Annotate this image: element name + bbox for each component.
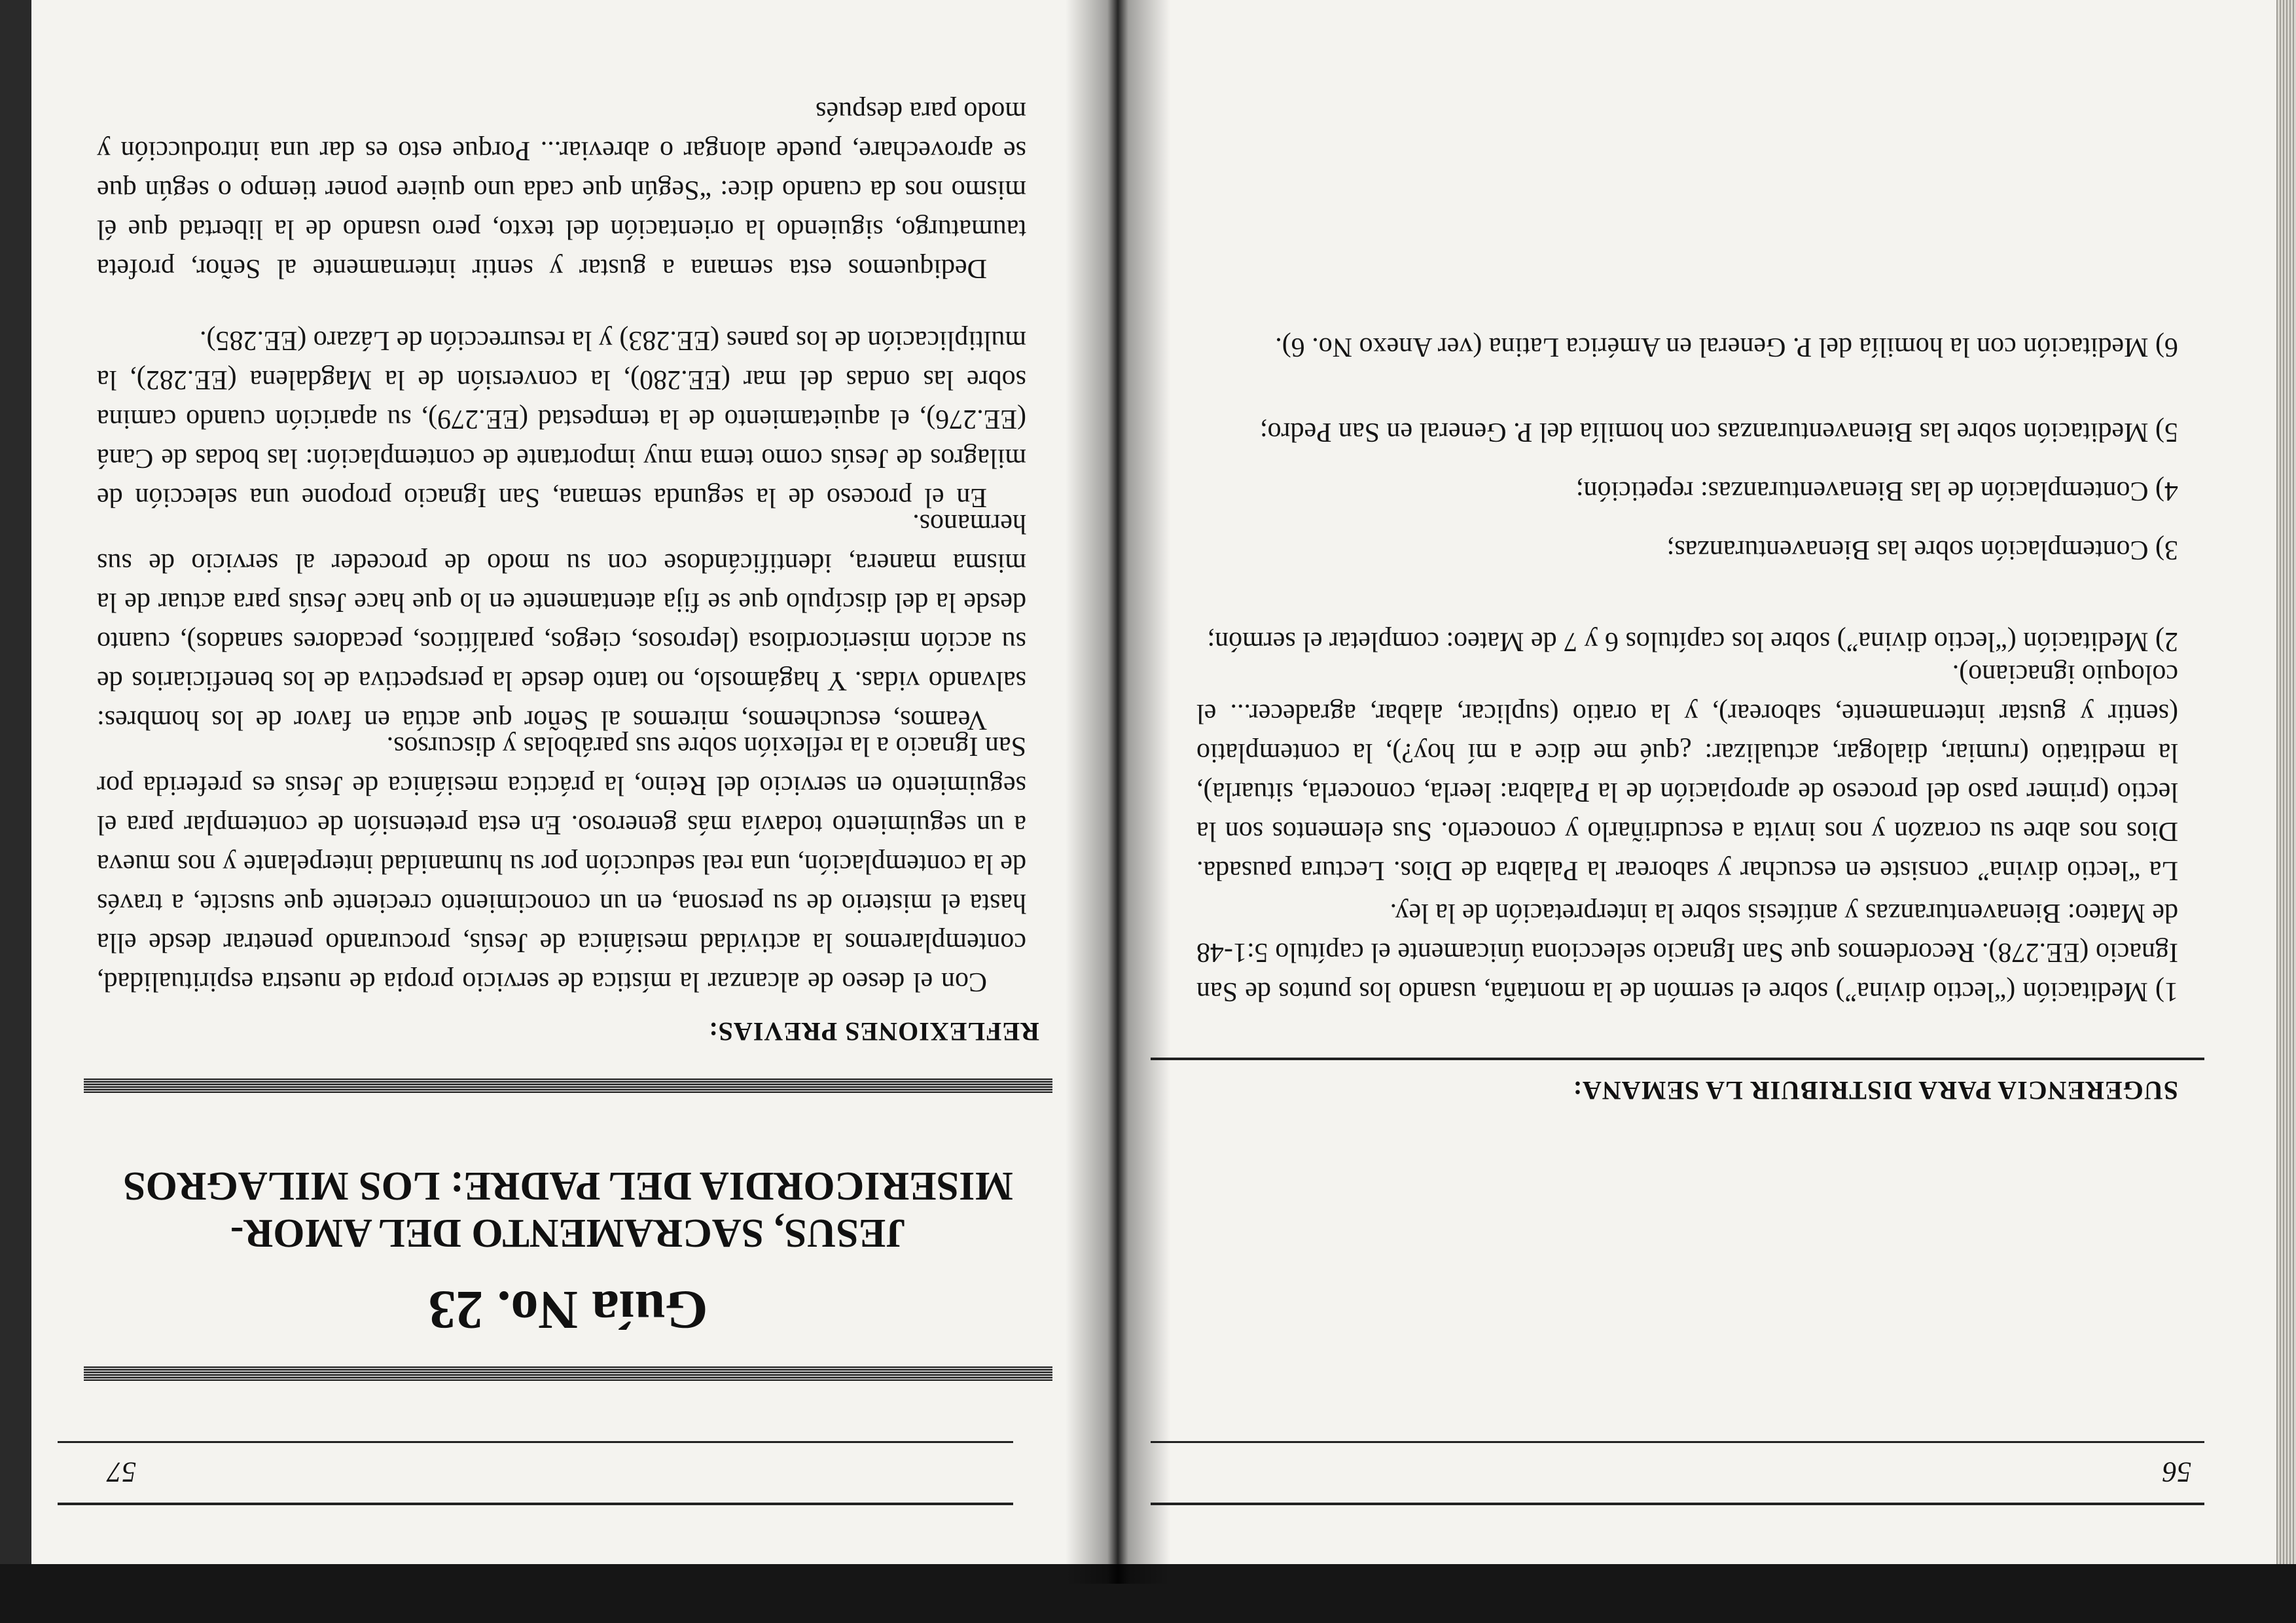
list-item-2: 2) Meditación (“lectio divina”) sobre los capítulos 6 y 7 de Mateo: completar el sermón; (1207, 626, 2178, 656)
page-number: 57 (107, 1456, 136, 1488)
top-rule (1151, 1503, 2204, 1505)
heading-rule (1151, 1058, 2204, 1060)
title-band-top (84, 1366, 1052, 1381)
paragraph-3: En el proceso de la segunda semana, San Ignacio propone una selección de milagros de Jesús como tema muy importante de contemplación: las bodas de Caná (EE.276), el aquietamiento de la tempestad (EE.279), su aparición cuando camina sobre las ondas del mar (EE.280), la conversión de la Magdalena (EE.282), la multiplicación de los panes (EE.283) y la resurrección de Lázaro (EE.285). (97, 325, 1026, 512)
list-item-4: 4) Contemplación de las Bienaventuranzas: repetición; (1575, 476, 2178, 506)
page-stack-edge (2276, 0, 2296, 1564)
paragraph-2: Veamos, escuchemos, miremos al Señor que actúa en favor de los hombres: salvando vidas. Y hagámoslo, no tanto desde la perspectiva de los beneficiarios de su acción misericordiosa (leprosos, ciegos, paralíticos, pecadores sanados), cuanto desde la del discípulo que se fija atentamente en lo que hace Jesús para actuar de la misma manera, identificándose con su modo de proceder al servicio de sus hermanos. (97, 508, 1026, 735)
book-gutter (1066, 0, 1170, 1584)
guide-title: Guía No. 23 (428, 1279, 708, 1340)
header-rule (1151, 1441, 2204, 1443)
title-band-bottom (84, 1079, 1052, 1093)
top-rule (58, 1503, 1013, 1505)
list-item-1: 1) Meditación (“lectio divina”) sobre el sermón de la montaña, usando los puntos de San Ignacio (EE.278). Recordemos que San Ignacio selecciona únicamente el capítulo 5:1-48 de Mateo: Bienaventuranzas y antítesis sobre la interpretación de la ley. (1196, 898, 2178, 1007)
page-57 (31, 0, 1118, 1564)
section-heading: SUGERENCIA PARA DISTRIBUIR LA SEMANA: (1572, 1076, 2178, 1105)
list-item-5: 5) Meditación sobre las Bienaventuranzas con homilía del P. General en San Pedro; (1259, 417, 2178, 447)
header-rule (58, 1441, 1013, 1443)
list-item-3: 3) Contemplación sobre las Bienaventuranzas; (1666, 535, 2178, 565)
list-item-6: 6) Meditación con la homilía del P. General en América Latina (ver Anexo No. 6). (1275, 332, 2178, 362)
paragraph-1: Con el deseo de alcanzar la mística de servicio propia de nuestra espiritualidad, contemplaremos la actividad mesiánica de Jesús, procurando penetrar desde ella hasta el misterio de su persona, en un conocimiento creciente que suscite, a través de la contemplación, una real seducción por su humanidad interpelante y nos mueva a un seguimiento todavía más generoso. En esta pretensión de contemplar para el seguimiento en servicio del Reino, la práctica mesiánica de Jesús es preferida por San Ignacio a la reflexión sobre sus parábolas y discursos. (97, 731, 1026, 997)
page-56 (1118, 0, 2276, 1564)
lectio-divina-paragraph: La “lectio divina” consiste en escuchar y saborear la Palabra de Dios. Lectura pausada. Dios nos abre su corazón y nos invita a escudriñarlo y conocerlo. Sus elementos son la lectio (primer paso del proceso de apropiación de la Palabra: leerla, conocerla, situarla), la meditatio (rumiar, dialogar, actualizar: ¿qué me dice a mí hoy?), la contemplatio (sentir y gustar internamente, saborear), y la oratio (suplicar, alabar, agradecer... el coloquio ignaciano). (1196, 659, 2178, 885)
main-title: JESUS, SACRAMENTO DEL AMOR-MISERICORDIA DEL PADRE: LOS MILAGROS (123, 1164, 1013, 1255)
section-heading: REFLEXIONES PREVIAS: (708, 1017, 1039, 1046)
page-number: 56 (2162, 1456, 2191, 1488)
paragraph-4: Dediquemos esta semana a gustar y sentir internamente al Señor, profeta taumaturgo, siguiendo la orientación del texto, pero usando de la libertad que él mismo nos da cuando dice: “Según que cada uno quiere poner tiempo o según que se aprovechare, puede alongar o abreviar... Porque esto es dar una introducción y modo para después (97, 96, 1026, 283)
